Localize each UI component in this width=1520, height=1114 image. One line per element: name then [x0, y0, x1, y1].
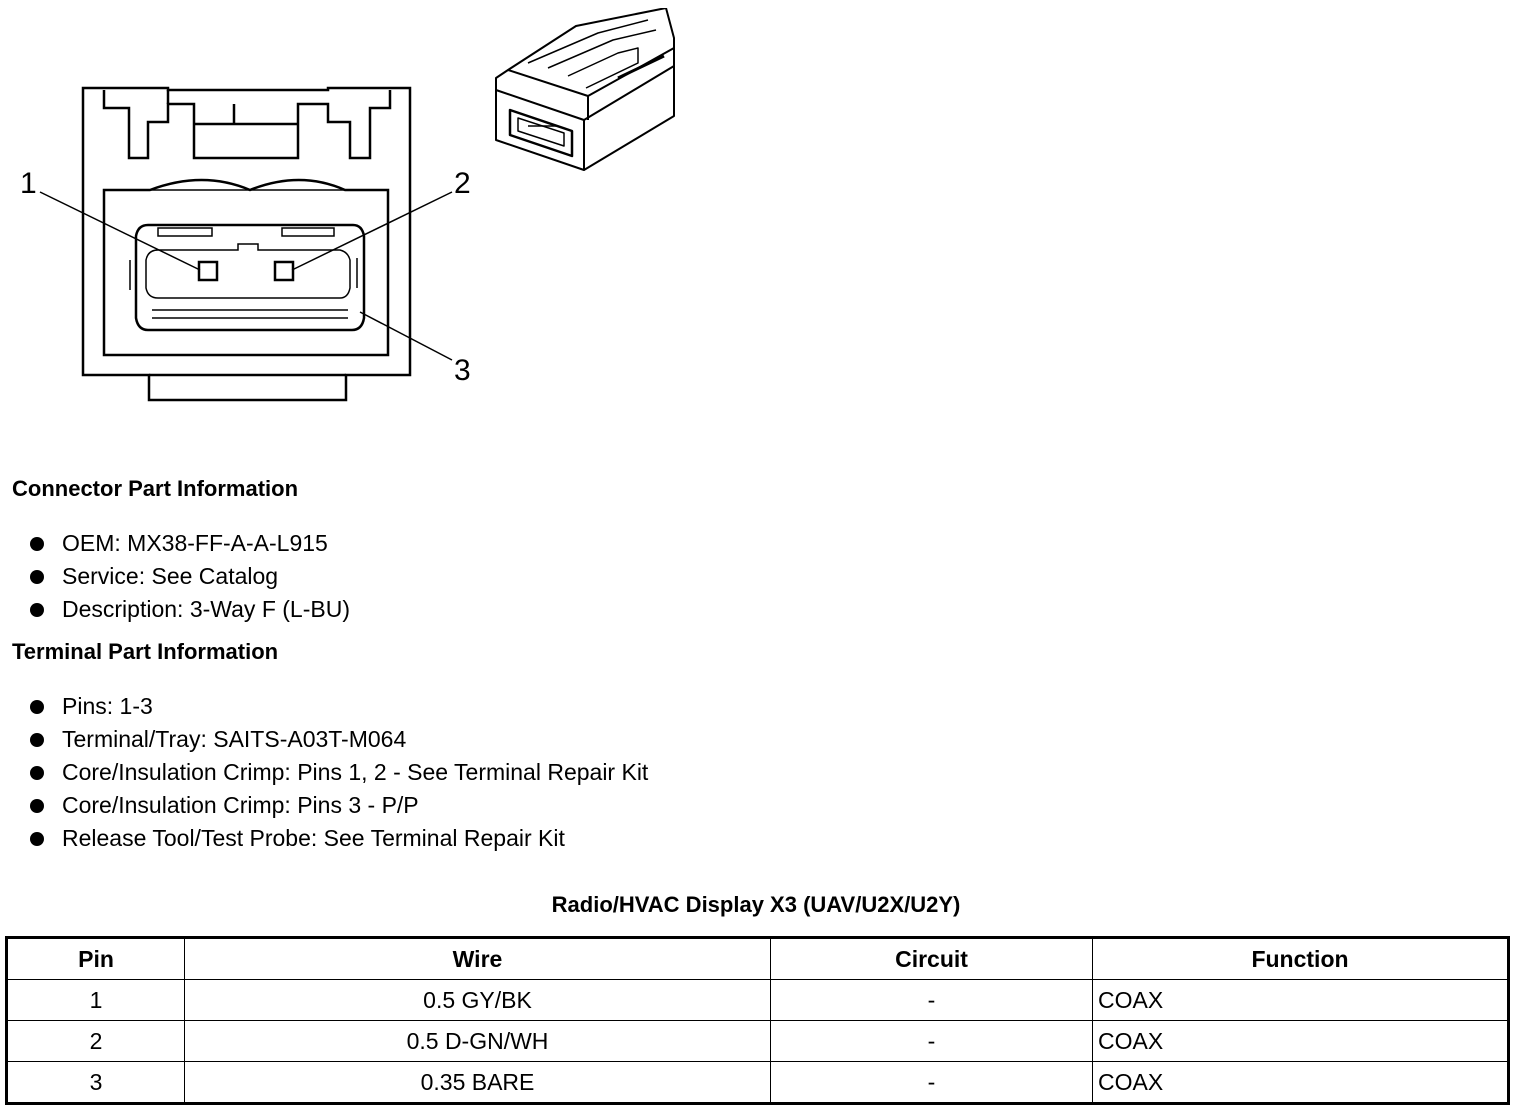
cell-wire: 0.5 GY/BK [185, 980, 771, 1021]
cell-circuit: - [771, 980, 1093, 1021]
cell-wire: 0.5 D-GN/WH [185, 1021, 771, 1062]
list-item [28, 560, 350, 593]
iso-socket-inner [518, 118, 564, 146]
table-row [7, 1062, 1509, 1104]
iso-latch [548, 30, 656, 68]
bullet-icon [30, 537, 44, 551]
terminal-1 [199, 262, 217, 280]
leader-line-2 [292, 192, 452, 270]
list-item-text: Description: 3-Way F (L-BU) [62, 596, 350, 622]
list-item-text: Terminal/Tray: SAITS-A03T-M064 [62, 726, 407, 752]
table-row [7, 1021, 1509, 1062]
cavity-inner [146, 244, 350, 298]
connector-info-heading: Connector Part Information [12, 476, 299, 501]
cell-wire: 0.35 BARE [185, 1062, 771, 1104]
pin-table [5, 936, 1510, 1105]
column-header-wire: Wire [185, 938, 771, 980]
cell-circuit: - [771, 1062, 1093, 1104]
column-header-pin: Pin [7, 938, 185, 980]
leader-line-1 [40, 192, 200, 270]
connector-face-diagram [0, 0, 480, 420]
list-item [28, 822, 648, 855]
cell-pin: 3 [7, 1062, 185, 1104]
bullet-icon [30, 733, 44, 747]
callout-3: 3 [454, 354, 471, 387]
iso-top-edge [508, 48, 674, 96]
list-item-text: OEM: MX38-FF-A-A-L915 [62, 530, 328, 556]
bullet-icon [30, 700, 44, 714]
pin-table-title: Radio/HVAC Display X3 (UAV/U2X/U2Y) [551, 892, 961, 917]
iso-latch [568, 48, 638, 88]
terminal-2 [275, 262, 293, 280]
column-header-function: Function [1093, 938, 1509, 980]
iso-latch [528, 20, 648, 63]
terminal-info-heading: Terminal Part Information [12, 639, 279, 664]
list-item-text: Release Tool/Test Probe: See Terminal Repair Kit [62, 825, 565, 851]
table-header-row [7, 938, 1509, 980]
bullet-icon [30, 603, 44, 617]
bullet-icon [30, 570, 44, 584]
list-item [28, 690, 648, 723]
iso-rib [618, 56, 664, 78]
list-item [28, 527, 350, 560]
list-item [28, 593, 350, 626]
cell-pin: 2 [7, 1021, 185, 1062]
cell-function: COAX [1093, 1021, 1509, 1062]
callout-1: 1 [20, 167, 37, 200]
cavity-outline [136, 225, 364, 330]
list-item-text: Core/Insulation Crimp: Pins 3 - P/P [62, 792, 419, 818]
cell-function: COAX [1093, 1062, 1509, 1104]
list-item-text: Pins: 1-3 [62, 693, 153, 719]
bullet-icon [30, 832, 44, 846]
bullet-icon [30, 799, 44, 813]
list-item-text: Core/Insulation Crimp: Pins 1, 2 - See Terminal Repair Kit [62, 759, 649, 785]
list-item-text: Service: See Catalog [62, 563, 279, 589]
cell-pin: 1 [7, 980, 185, 1021]
bullet-icon [30, 766, 44, 780]
connector-info-list [28, 527, 350, 626]
iso-right-face [584, 66, 674, 170]
list-item [28, 789, 648, 822]
connector-isometric-illustration [488, 8, 688, 178]
list-item [28, 756, 648, 789]
cell-circuit: - [771, 1021, 1093, 1062]
key-slot [158, 228, 212, 236]
cell-function: COAX [1093, 980, 1509, 1021]
column-header-circuit: Circuit [771, 938, 1093, 980]
leader-line-3 [360, 312, 452, 360]
key-slot [282, 228, 334, 236]
terminal-info-list [28, 690, 648, 855]
table-row [7, 980, 1509, 1021]
list-item [28, 723, 648, 756]
callout-2: 2 [454, 167, 471, 200]
